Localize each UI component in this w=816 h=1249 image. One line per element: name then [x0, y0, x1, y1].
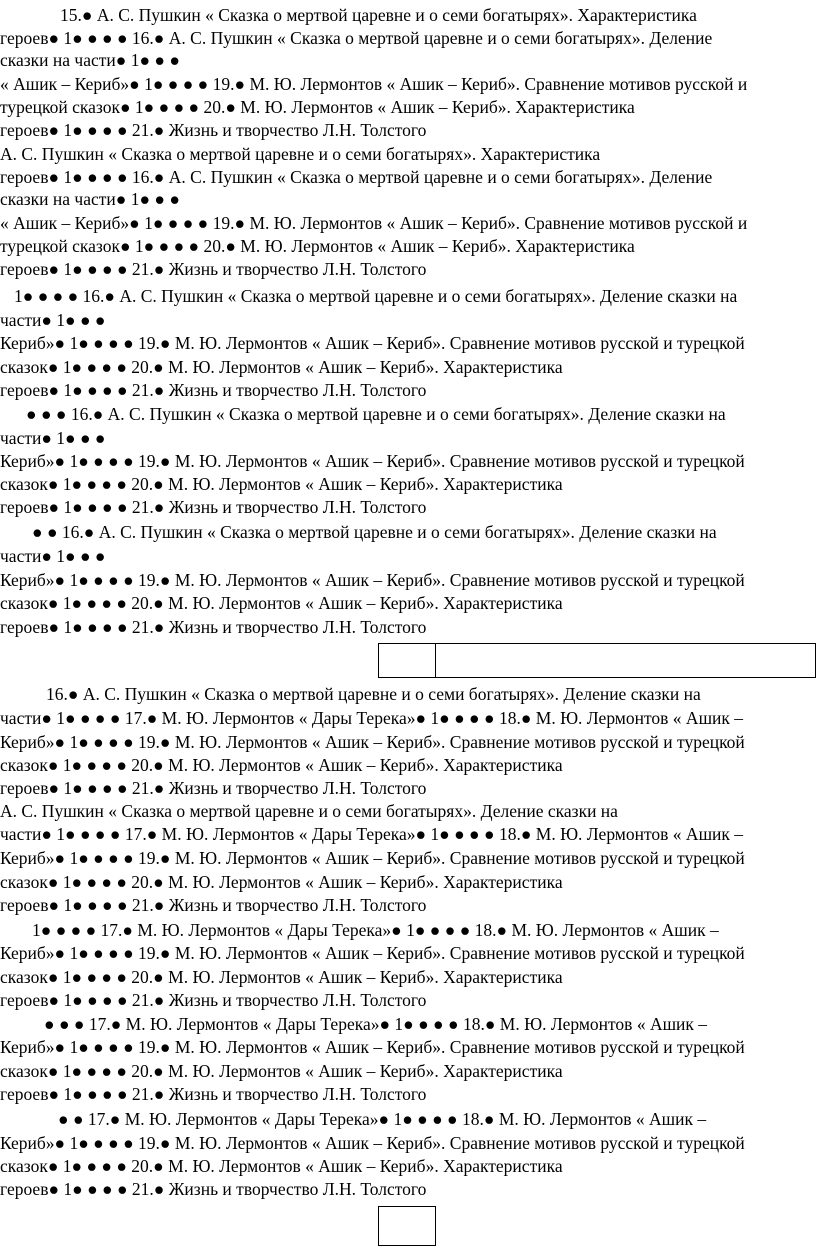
text-line: сказок● 1● ● ● ● 20.● М. Ю. Лермонтов « Ашик – Кериб». Характеристика	[0, 1061, 563, 1081]
text-line: части● 1● ● ●	[0, 310, 106, 330]
text-line: героев● 1● ● ● ● 21.● Жизнь и творчество Л.Н. Толстого	[0, 1084, 427, 1104]
text-line: сказок● 1● ● ● ● 20.● М. Ю. Лермонтов « Ашик – Кериб». Характеристика	[0, 593, 563, 613]
text-line: части● 1● ● ●	[0, 546, 106, 566]
text-line: 1● ● ● ● 17.● М. Ю. Лермонтов « Дары Терека»● 1● ● ● ● 18.● М. Ю. Лермонтов « Ашик –	[32, 920, 719, 940]
text-line: турецкой сказок● 1● ● ● ● 20.● М. Ю. Лермонтов « Ашик – Кериб». Характеристика	[0, 97, 635, 117]
text-line: героев● 1● ● ● ● 21.● Жизнь и творчество Л.Н. Толстого	[0, 778, 427, 798]
text-line: А. С. Пушкин « Сказка о мертвой царевне и о семи богатырях». Характеристика	[0, 144, 601, 164]
text-line: Кериб»● 1● ● ● ● 19.● М. Ю. Лермонтов « Ашик – Кериб». Сравнение мотивов русской и турецкой	[0, 451, 745, 471]
text-line: Кериб»● 1● ● ● ● 19.● М. Ю. Лермонтов « Ашик – Кериб». Сравнение мотивов русской и турецкой	[0, 1037, 745, 1057]
text-line: героев● 1● ● ● ● 21.● Жизнь и творчество Л.Н. Толстого	[0, 497, 427, 517]
text-line: турецкой сказок● 1● ● ● ● 20.● М. Ю. Лермонтов « Ашик – Кериб». Характеристика	[0, 236, 635, 256]
text-line: героев● 1● ● ● ● 21.● Жизнь и творчество Л.Н. Толстого	[0, 895, 427, 915]
text-line: А. С. Пушкин « Сказка о мертвой царевне и о семи богатырях». Деление сказки на	[0, 801, 618, 821]
text-line: сказок● 1● ● ● ● 20.● М. Ю. Лермонтов « Ашик – Кериб». Характеристика	[0, 967, 563, 987]
text-line: части● 1● ● ● ● 17.● М. Ю. Лермонтов « Дары Терека»● 1● ● ● ● 18.● М. Ю. Лермонтов « Ашик –	[0, 824, 744, 844]
text-line: сказок● 1● ● ● ● 20.● М. Ю. Лермонтов « Ашик – Кериб». Характеристика	[0, 357, 563, 377]
text-line: 15.● А. С. Пушкин « Сказка о мертвой царевне и о семи богатырях». Характеристика	[60, 5, 697, 25]
text-line: Кериб»● 1● ● ● ● 19.● М. Ю. Лермонтов « Ашик – Кериб». Сравнение мотивов русской и турецкой	[0, 570, 745, 590]
text-line: ● ● 16.● А. С. Пушкин « Сказка о мертвой царевне и о семи богатырях». Деление сказки на	[32, 522, 717, 542]
text-line: героев● 1● ● ● ● 21.● Жизнь и творчество Л.Н. Толстого	[0, 259, 427, 279]
text-line: ● ● ● 17.● М. Ю. Лермонтов « Дары Терека»● 1● ● ● ● 18.● М. Ю. Лермонтов « Ашик –	[44, 1014, 708, 1034]
text-line: части● 1● ● ● ● 17.● М. Ю. Лермонтов « Дары Терека»● 1● ● ● ● 18.● М. Ю. Лермонтов « Ашик –	[0, 708, 744, 728]
text-line: сказок● 1● ● ● ● 20.● М. Ю. Лермонтов « Ашик – Кериб». Характеристика	[0, 1156, 563, 1176]
text-line: героев● 1● ● ● ● 21.● Жизнь и творчество Л.Н. Толстого	[0, 617, 427, 637]
text-line: героев● 1● ● ● ● 21.● Жизнь и творчество Л.Н. Толстого	[0, 380, 427, 400]
table-fragment	[378, 643, 816, 678]
text-line: « Ашик – Кериб»● 1● ● ● ● 19.● М. Ю. Лермонтов « Ашик – Кериб». Сравнение мотивов русской и	[0, 74, 748, 94]
table-cell	[378, 1206, 436, 1246]
text-line: сказок● 1● ● ● ● 20.● М. Ю. Лермонтов « Ашик – Кериб». Характеристика	[0, 872, 563, 892]
text-line: части● 1● ● ●	[0, 428, 106, 448]
text-line: героев● 1● ● ● ● 16.● А. С. Пушкин « Сказка о мертвой царевне и о семи богатырях». Деление	[0, 167, 713, 187]
text-line: 16.● А. С. Пушкин « Сказка о мертвой царевне и о семи богатырях». Деление сказки на	[46, 684, 701, 704]
text-line: « Ашик – Кериб»● 1● ● ● ● 19.● М. Ю. Лермонтов « Ашик – Кериб». Сравнение мотивов русской и	[0, 213, 748, 233]
text-line: Кериб»● 1● ● ● ● 19.● М. Ю. Лермонтов « Ашик – Кериб». Сравнение мотивов русской и турецкой	[0, 1133, 745, 1153]
text-line: ● ● ● 16.● А. С. Пушкин « Сказка о мертвой царевне и о семи богатырях». Деление сказки на	[26, 404, 726, 424]
text-line: Кериб»● 1● ● ● ● 19.● М. Ю. Лермонтов « Ашик – Кериб». Сравнение мотивов русской и турецкой	[0, 732, 745, 752]
text-line: 1● ● ● ● 16.● А. С. Пушкин « Сказка о мертвой царевне и о семи богатырях». Деление сказки на	[14, 286, 738, 306]
text-line: Кериб»● 1● ● ● ● 19.● М. Ю. Лермонтов « Ашик – Кериб». Сравнение мотивов русской и турецкой	[0, 943, 745, 963]
table-cell	[378, 644, 436, 678]
text-line: Кериб»● 1● ● ● ● 19.● М. Ю. Лермонтов « Ашик – Кериб». Сравнение мотивов русской и турецкой	[0, 333, 745, 353]
text-line: ● ● 17.● М. Ю. Лермонтов « Дары Терека»● 1● ● ● ● 18.● М. Ю. Лермонтов « Ашик –	[58, 1109, 707, 1129]
text-line: героев● 1● ● ● ● 21.● Жизнь и творчество Л.Н. Толстого	[0, 1179, 427, 1199]
text-line: сказок● 1● ● ● ● 20.● М. Ю. Лермонтов « Ашик – Кериб». Характеристика	[0, 474, 563, 494]
table-cell	[436, 644, 816, 678]
text-line: героев● 1● ● ● ● 16.● А. С. Пушкин « Сказка о мертвой царевне и о семи богатырях». Деление	[0, 28, 713, 48]
text-line: сказки на части● 1● ● ●	[0, 189, 180, 209]
text-line: Кериб»● 1● ● ● ● 19.● М. Ю. Лермонтов « Ашик – Кериб». Сравнение мотивов русской и турецкой	[0, 848, 745, 868]
text-line: сказок● 1● ● ● ● 20.● М. Ю. Лермонтов « Ашик – Кериб». Характеристика	[0, 755, 563, 775]
text-line: героев● 1● ● ● ● 21.● Жизнь и творчество Л.Н. Толстого	[0, 120, 427, 140]
text-line: героев● 1● ● ● ● 21.● Жизнь и творчество Л.Н. Толстого	[0, 990, 427, 1010]
text-line: сказки на части● 1● ● ●	[0, 50, 180, 70]
